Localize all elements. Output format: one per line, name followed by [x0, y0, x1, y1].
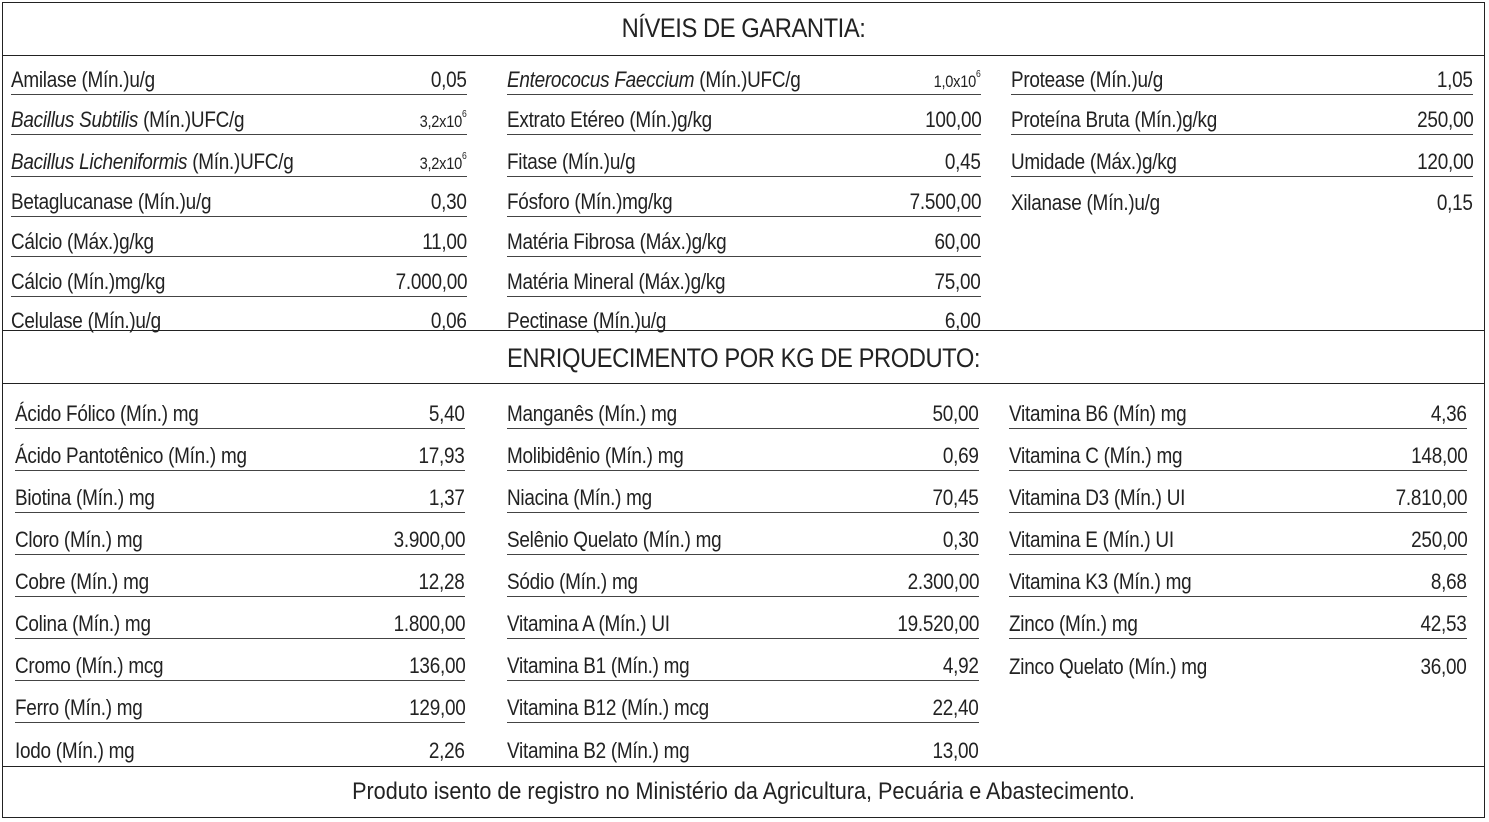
nutrient-name: Ferro (Mín.) mg [15, 695, 143, 720]
nutrient-label [507, 740, 689, 762]
nutrient-row [507, 473, 979, 513]
nutrient-name: Biotina (Mín.) mg [15, 485, 155, 510]
label-frame [2, 2, 1485, 818]
nutrient-label [507, 613, 670, 635]
nutrient-value: 6,00 [945, 308, 981, 333]
nutrient-name: Vitamina B1 (Mín.) mg [507, 653, 690, 678]
nutrient-row [507, 683, 979, 723]
nutrient-name: Proteína Bruta [1011, 107, 1130, 132]
nutrient-value: 22,40 [932, 695, 979, 720]
nutrient-label [507, 403, 677, 425]
nutrient-name: Niacina (Mín.) mg [507, 485, 652, 510]
nutrient-row [11, 97, 467, 135]
nutrient-value: 120,00 [1416, 149, 1473, 174]
nutrient-row [507, 431, 979, 471]
nutrient-name: Fósforo [507, 189, 570, 214]
nutrient-row [1011, 57, 1473, 95]
nutrient-name: Vitamina C (Mín.) mg [1009, 443, 1183, 468]
nutrient-value: 3.900,00 [393, 527, 465, 552]
nutrient-label [1009, 445, 1182, 467]
nutrient-name: Bacillus Licheniformis [11, 149, 188, 174]
nutrient-value: 0,45 [945, 149, 981, 174]
nutrient-value: 50,00 [932, 401, 979, 426]
nutrient-value: 148,00 [1410, 443, 1467, 468]
nutrient-value: 1,37 [429, 485, 465, 510]
nutrient-value: 11,00 [422, 229, 467, 254]
nutrient-unit: (Máx.)g/kg [1084, 149, 1177, 174]
nutrient-value: 36,00 [1420, 654, 1467, 679]
guarantee-column [1011, 55, 1473, 330]
nutrient-label [507, 310, 666, 332]
nutrient-name: Betaglucanase [11, 189, 133, 214]
nutrient-unit: (Mín.)g/kg [1129, 107, 1217, 132]
nutrient-row [11, 219, 467, 257]
nutrient-name: Vitamina K3 (Mín.) mg [1009, 569, 1192, 594]
nutrient-value: $3,2x10^6$ [420, 151, 467, 173]
nutrient-unit: (Mín.)g/kg [624, 107, 712, 132]
nutrient-row [11, 179, 467, 217]
nutrient-value: 1,05 [1437, 67, 1473, 92]
enrichment-table [15, 383, 1467, 765]
nutrient-label [11, 271, 165, 293]
nutrient-value: 250,00 [1416, 107, 1473, 132]
nutrient-value: 0,15 [1437, 190, 1473, 215]
nutrient-label [15, 613, 151, 635]
nutrient-row [507, 139, 981, 177]
nutrient-row [507, 219, 981, 257]
nutrient-name: Cobre (Mín.) mg [15, 569, 149, 594]
nutrient-label [11, 191, 211, 213]
nutrient-name: Cromo (Mín.) mcg [15, 653, 164, 678]
nutrient-label [15, 740, 134, 762]
nutrient-value: 0,06 [431, 308, 467, 333]
nutrient-label [11, 310, 161, 332]
nutrient-label [15, 697, 143, 719]
nutrient-name: Cálcio [11, 229, 63, 254]
nutrient-label [15, 529, 143, 551]
nutrient-value: $1,0x10^6$ [934, 69, 981, 91]
nutrient-name: Protease [1011, 67, 1085, 92]
nutrient-row [507, 641, 979, 681]
nutrient-label [1009, 403, 1186, 425]
enrichment-title: ENRIQUECIMENTO POR KG DE PRODUTO: [506, 343, 981, 373]
nutrient-value: $3,2x10^6$ [420, 109, 467, 131]
nutrient-value: 5,40 [429, 401, 465, 426]
nutrient-row [15, 599, 465, 639]
nutrient-value: 129,00 [408, 695, 465, 720]
nutrient-row [15, 557, 465, 597]
nutrient-unit: (Mín.)u/g [76, 67, 155, 92]
nutrient-label [15, 571, 149, 593]
nutrient-label [1011, 109, 1217, 131]
nutrient-row [1009, 599, 1467, 639]
nutrient-row [507, 179, 981, 217]
nutrient-label [507, 571, 638, 593]
nutrient-name: Umidade [1011, 149, 1085, 174]
nutrient-unit: (Mín.)UFC/g [138, 107, 245, 132]
nutrient-label [15, 445, 247, 467]
guarantee-title: NÍVEIS DE GARANTIA: [621, 13, 866, 43]
nutrient-name: Fitase [507, 149, 557, 174]
nutrient-name: Ácido Pantotênico (Mín.) mg [15, 443, 247, 468]
nutrient-value: 17,93 [418, 443, 465, 468]
enrichment-column [507, 383, 979, 765]
nutrient-label [507, 529, 721, 551]
nutrient-label [507, 69, 801, 91]
nutrient-unit: (Máx.)g/kg [633, 269, 726, 294]
nutrient-unit: (Máx.)g/kg [634, 229, 727, 254]
nutrient-row [1009, 473, 1467, 513]
nutrient-name: Zinco Quelato (Mín.) mg [1009, 654, 1208, 679]
nutrient-name: Vitamina B2 (Mín.) mg [507, 738, 690, 763]
guarantee-column [11, 55, 467, 333]
nutrient-name: Manganês (Mín.) mg [507, 401, 677, 426]
nutrient-row [507, 97, 981, 135]
nutrient-name: Cálcio [11, 269, 63, 294]
nutrient-name: Extrato Etéreo [507, 107, 625, 132]
nutrient-label [1009, 613, 1138, 635]
nutrient-value: 4,92 [943, 653, 979, 678]
nutrient-name: Bacillus Subtilis [11, 107, 139, 132]
nutrient-value: 4,36 [1431, 401, 1467, 426]
nutrient-row [1011, 139, 1473, 177]
nutrient-label [507, 487, 652, 509]
nutrient-label [15, 487, 155, 509]
nutrient-name: Celulase [11, 308, 83, 333]
nutrient-label [15, 403, 199, 425]
nutrient-unit: (Mín.)UFC/g [187, 149, 294, 174]
nutrient-unit: (Mín.)mg/kg [62, 269, 166, 294]
nutrient-name: Selênio Quelato (Mín.) mg [507, 527, 722, 552]
nutrient-name: Matéria Mineral [507, 269, 634, 294]
guarantee-column [507, 55, 981, 333]
divider [3, 330, 1484, 331]
nutrient-label [1009, 529, 1174, 551]
nutrient-value: 2,26 [429, 738, 465, 763]
nutrient-value: 7.500,00 [909, 189, 981, 214]
nutrient-row [1009, 431, 1467, 471]
nutrient-unit: (Máx.)g/kg [62, 229, 154, 254]
nutrient-value: 7.810,00 [1395, 485, 1467, 510]
nutrient-label [11, 109, 244, 131]
nutrient-value: 2.300,00 [907, 569, 979, 594]
nutrient-name: Vitamina B12 (Mín.) mcg [507, 695, 709, 720]
nutrient-row [11, 57, 467, 95]
nutrient-value: 7.000,00 [395, 269, 467, 294]
nutrient-name: Xilanase [1011, 190, 1082, 215]
nutrient-value: 250,00 [1410, 527, 1467, 552]
nutrient-value: 13,00 [932, 738, 979, 763]
nutrient-name: Sódio (Mín.) mg [507, 569, 638, 594]
nutrient-row [15, 683, 465, 723]
nutrient-row [11, 259, 467, 297]
nutrient-name: Cloro (Mín.) mg [15, 527, 143, 552]
nutrient-name: Zinco (Mín.) mg [1009, 611, 1138, 636]
nutrient-name: Amilase [11, 67, 77, 92]
nutrient-label [1009, 571, 1191, 593]
nutrient-value: 60,00 [934, 229, 981, 254]
nutrient-label [507, 151, 635, 173]
nutrient-name: Matéria Fibrosa [507, 229, 635, 254]
nutrient-row [1009, 389, 1467, 429]
nutrient-name: Molibidênio (Mín.) mg [507, 443, 684, 468]
nutrient-row [15, 641, 465, 681]
nutrient-unit: (Mín.)u/g [1081, 190, 1160, 215]
nutrient-row [1009, 557, 1467, 597]
nutrient-value: 0,30 [943, 527, 979, 552]
footer-note: Produto isento de registro no Ministério da Agricultura, Pecuária e Abastecimento. [352, 778, 1135, 805]
nutrient-value: 0,05 [431, 67, 467, 92]
nutrient-label [507, 271, 725, 293]
nutrient-label [507, 191, 672, 213]
nutrient-value: 12,28 [418, 569, 465, 594]
nutrient-value: 42,53 [1420, 611, 1467, 636]
nutrient-value: 70,45 [932, 485, 979, 510]
nutrient-row [15, 515, 465, 555]
nutrient-row [11, 139, 467, 177]
nutrient-name: Vitamina B6 (Mín) mg [1009, 401, 1187, 426]
nutrient-row [1009, 641, 1467, 681]
nutrient-row [1011, 179, 1473, 217]
nutrient-unit: (Mín.)u/g [132, 189, 212, 214]
nutrient-row [507, 725, 979, 765]
nutrient-unit: (Mín.)UFC/g [694, 67, 801, 92]
exponent: 6 [462, 151, 467, 162]
nutrient-label [507, 697, 709, 719]
exponent: 6 [462, 109, 467, 120]
nutrient-label [1009, 487, 1185, 509]
nutrient-name: Vitamina E (Mín.) UI [1009, 527, 1174, 552]
nutrient-label [1009, 656, 1207, 678]
nutrient-label [507, 109, 712, 131]
nutrient-name: Vitamina D3 (Mín.) UI [1009, 485, 1186, 510]
nutrient-value: 136,00 [408, 653, 465, 678]
nutrient-label [11, 151, 293, 173]
nutrient-unit: (Mín.)mg/kg [569, 189, 673, 214]
nutrient-row [1011, 97, 1473, 135]
enrichment-column [15, 383, 465, 765]
nutrient-label [1011, 192, 1160, 214]
nutrient-row [507, 557, 979, 597]
nutrient-value: 0,69 [943, 443, 979, 468]
nutrient-row [507, 389, 979, 429]
nutrient-value: 8,68 [1431, 569, 1467, 594]
nutrient-row [507, 515, 979, 555]
nutrient-row [507, 259, 981, 297]
nutrient-row [15, 725, 465, 765]
nutrient-unit: (Mín.)u/g [556, 149, 636, 174]
nutrient-row [507, 599, 979, 639]
nutrient-name: Pectinase [507, 308, 588, 333]
nutrient-label [507, 231, 726, 253]
nutrient-row [15, 473, 465, 513]
guarantee-table [11, 55, 1473, 333]
nutrient-name: Iodo (Mín.) mg [15, 738, 135, 763]
nutrient-label [11, 69, 155, 91]
nutrient-value: 19.520,00 [897, 611, 979, 636]
nutrient-value: 75,00 [934, 269, 981, 294]
nutrient-row [507, 57, 981, 95]
nutrient-label [15, 655, 163, 677]
nutrient-name: Vitamina A (Mín.) UI [507, 611, 670, 636]
exponent: 6 [976, 69, 981, 80]
enrichment-column [1009, 383, 1467, 765]
nutrient-label [1011, 69, 1163, 91]
nutrient-unit: (Mín.)u/g [587, 308, 667, 333]
divider [3, 766, 1484, 767]
nutrient-row [15, 431, 465, 471]
nutrient-unit: (Mín.)u/g [1084, 67, 1164, 92]
nutrient-name: Enterococus Faeccium [507, 67, 695, 92]
nutrient-label [11, 231, 154, 253]
nutrient-row [1009, 515, 1467, 555]
nutrient-label [507, 655, 689, 677]
nutrient-name: Ácido Fólico (Mín.) mg [15, 401, 199, 426]
nutrient-value: 1.800,00 [393, 611, 465, 636]
nutrient-name: Colina (Mín.) mg [15, 611, 151, 636]
nutrient-label [507, 445, 683, 467]
nutrient-value: 0,30 [431, 189, 467, 214]
nutrient-unit: (Mín.)u/g [82, 308, 161, 333]
nutrient-label [1011, 151, 1177, 173]
nutrient-row [15, 389, 465, 429]
nutrient-value: 100,00 [924, 107, 981, 132]
